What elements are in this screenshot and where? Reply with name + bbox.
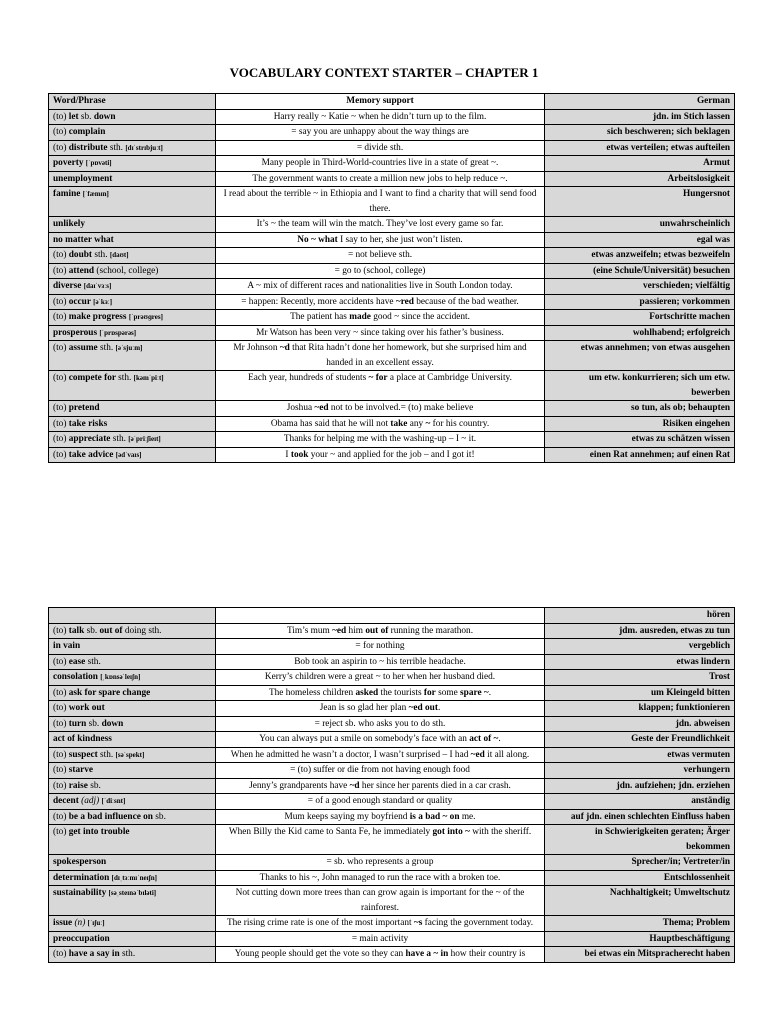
word-cell: (to) starve <box>49 763 216 779</box>
word-cell: (to) have a say in sth. <box>49 947 216 963</box>
vocabulary-table-bottom <box>48 607 735 963</box>
word-cell: preoccupation <box>49 931 216 947</box>
german-cell: anständig <box>545 794 735 810</box>
memory-cell: Obama has said that he will not take any ~ for his country. <box>216 416 545 432</box>
memory-cell: The patient has made good ~ since the accident. <box>216 310 545 326</box>
table-row <box>49 325 735 341</box>
german-cell: um Kleingeld bitten <box>545 685 735 701</box>
memory-cell: The government wants to create a million new jobs to help reduce ~. <box>216 171 545 187</box>
german-cell: hören <box>545 608 735 624</box>
word-cell: spokesperson <box>49 855 216 871</box>
german-cell: verhungern <box>545 763 735 779</box>
german-cell: Entschlossenheit <box>545 870 735 886</box>
memory-cell: When he admitted he wasn’t a doctor, I wasn’t surprised – I had ~ed it all along. <box>216 747 545 763</box>
memory-cell: = of a good enough standard or quality <box>216 794 545 810</box>
table-row <box>49 701 735 717</box>
memory-cell: Joshua ~ed not to be involved.= (to) make believe <box>216 401 545 417</box>
german-cell: wohlhabend; erfolgreich <box>545 325 735 341</box>
word-cell: poverty [ˈpɒvəti] <box>49 156 216 172</box>
memory-cell: = sb. who represents a group <box>216 855 545 871</box>
vocabulary-table-top <box>48 93 735 463</box>
german-cell: auf jdn. einen schlechten Einfluss haben <box>545 809 735 825</box>
memory-cell: I read about the terrible ~ in Ethiopia and I want to find a charity that will send food there. <box>216 187 545 217</box>
memory-cell: Harry really ~ Katie ~ when he didn’t turn up to the film. <box>216 109 545 125</box>
german-cell: Sprecher/in; Vertreter/in <box>545 855 735 871</box>
word-cell: (to) compete for sth. [kəmˈpiːt] <box>49 371 216 401</box>
german-cell: egal was <box>545 232 735 248</box>
word-cell: unemployment <box>49 171 216 187</box>
table-row <box>49 794 735 810</box>
memory-cell: = go to (school, college) <box>216 263 545 279</box>
table-row <box>49 401 735 417</box>
memory-cell: The homeless children asked the tourists for some spare ~. <box>216 685 545 701</box>
word-cell: in vain <box>49 639 216 655</box>
german-cell: Armut <box>545 156 735 172</box>
german-cell: Nachhaltigkeit; Umweltschutz <box>545 886 735 916</box>
table-row <box>49 217 735 233</box>
header-word: Word/Phrase <box>49 94 216 110</box>
german-cell: bei etwas ein Mitspracherecht haben <box>545 947 735 963</box>
german-cell: sich beschweren; sich beklagen <box>545 125 735 141</box>
table-row <box>49 156 735 172</box>
word-cell: (to) ask for spare change <box>49 685 216 701</box>
memory-cell: Mr Watson has been very ~ since taking over his father’s business. <box>216 325 545 341</box>
word-cell: (to) take advice [ədˈvaɪs] <box>49 447 216 463</box>
table-row <box>49 685 735 701</box>
german-cell: um etw. konkurrieren; sich um etw. bewerben <box>545 371 735 401</box>
memory-cell: Young people should get the vote so they can have a ~ in how their country is <box>216 947 545 963</box>
table-row <box>49 931 735 947</box>
table-row <box>49 763 735 779</box>
table-row <box>49 809 735 825</box>
table-row <box>49 279 735 295</box>
memory-cell: Many people in Third-World-countries live in a state of great ~. <box>216 156 545 172</box>
word-cell: (to) doubt sth. [daʊt] <box>49 248 216 264</box>
german-cell: etwas vermuten <box>545 747 735 763</box>
german-cell: etwas zu schätzen wissen <box>545 432 735 448</box>
table-row <box>49 870 735 886</box>
word-cell: (to) raise sb. <box>49 778 216 794</box>
german-cell: Geste der Freundlichkeit <box>545 732 735 748</box>
german-cell: so tun, als ob; behaupten <box>545 401 735 417</box>
german-cell: etwas verteilen; etwas aufteilen <box>545 140 735 156</box>
table-row <box>49 416 735 432</box>
word-cell: (to) assume sth. [əˈsjuːm] <box>49 341 216 371</box>
word-cell: (to) attend (school, college) <box>49 263 216 279</box>
word-cell: (to) turn sb. down <box>49 716 216 732</box>
memory-cell: = main activity <box>216 931 545 947</box>
german-cell: etwas lindern <box>545 654 735 670</box>
table-row <box>49 778 735 794</box>
german-cell: in Schwierigkeiten geraten; Ärger bekommen <box>545 825 735 855</box>
word-cell: sustainability [səˌsteɪnəˈbɪləti] <box>49 886 216 916</box>
table-row <box>49 140 735 156</box>
german-cell: Fortschritte machen <box>545 310 735 326</box>
memory-cell: = happen: Recently, more accidents have ~red because of the bad weather. <box>216 294 545 310</box>
memory-cell: = reject sb. who asks you to do sth. <box>216 716 545 732</box>
memory-cell: It’s ~ the team will win the match. They’ve lost every game so far. <box>216 217 545 233</box>
word-cell: famine [ˈfæmɪn] <box>49 187 216 217</box>
word-cell <box>49 608 216 624</box>
memory-cell: You can always put a smile on somebody’s face with an act of ~. <box>216 732 545 748</box>
word-cell: (to) take risks <box>49 416 216 432</box>
word-cell: (to) let sb. down <box>49 109 216 125</box>
table-row <box>49 310 735 326</box>
german-cell: unwahrscheinlich <box>545 217 735 233</box>
word-cell: (to) pretend <box>49 401 216 417</box>
memory-cell: Tim’s mum ~ed him out of running the marathon. <box>216 623 545 639</box>
memory-cell: = divide sth. <box>216 140 545 156</box>
memory-cell: Bob took an aspirin to ~ his terrible headache. <box>216 654 545 670</box>
memory-cell: = not believe sth. <box>216 248 545 264</box>
memory-cell: = (to) suffer or die from not having enough food <box>216 763 545 779</box>
word-cell: (to) talk sb. out of doing sth. <box>49 623 216 639</box>
word-cell: determination [dɪˌtɜːmɪˈneɪʃn] <box>49 870 216 886</box>
german-cell: jdn. abweisen <box>545 716 735 732</box>
german-cell: etwas annehmen; von etwas ausgehen <box>545 341 735 371</box>
page-title: VOCABULARY CONTEXT STARTER – CHAPTER 1 <box>229 65 539 80</box>
table-row <box>49 109 735 125</box>
table-row <box>49 886 735 916</box>
table-row <box>49 623 735 639</box>
word-cell: (to) ease sth. <box>49 654 216 670</box>
word-cell: issue (n) [ˈɪʃuː] <box>49 916 216 932</box>
word-cell: decent (adj) [ˈdiːsnt] <box>49 794 216 810</box>
table-row <box>49 608 735 624</box>
german-cell: Risiken eingehen <box>545 416 735 432</box>
word-cell: (to) get into trouble <box>49 825 216 855</box>
german-cell: Trost <box>545 670 735 686</box>
table-row <box>49 187 735 217</box>
header-german: German <box>545 94 735 110</box>
word-cell: consolation [ˌkɒnsəˈleɪʃn] <box>49 670 216 686</box>
memory-cell: = say you are unhappy about the way things are <box>216 125 545 141</box>
word-cell: (to) occur [əˈkɜː] <box>49 294 216 310</box>
table-row <box>49 639 735 655</box>
german-cell: Thema; Problem <box>545 916 735 932</box>
table-row <box>49 825 735 855</box>
word-cell: (to) distribute sth. [dɪˈstrɪbjuːt] <box>49 140 216 156</box>
german-cell: jdm. ausreden, etwas zu tun <box>545 623 735 639</box>
word-cell: prosperous [ˈprɒspərəs] <box>49 325 216 341</box>
table-row <box>49 654 735 670</box>
table-row <box>49 947 735 963</box>
table-row <box>49 716 735 732</box>
table-row <box>49 171 735 187</box>
memory-cell: Jenny’s grandparents have ~d her since her parents died in a car crash. <box>216 778 545 794</box>
german-cell: Hauptbeschäftigung <box>545 931 735 947</box>
word-cell: (to) suspect sth. [səˈspekt] <box>49 747 216 763</box>
table-row <box>49 747 735 763</box>
german-cell: passieren; vorkommen <box>545 294 735 310</box>
table-header-row <box>49 94 735 110</box>
memory-cell: A ~ mix of different races and nationalities live in South London today. <box>216 279 545 295</box>
word-cell: act of kindness <box>49 732 216 748</box>
table-row <box>49 670 735 686</box>
german-cell: jdn. aufziehen; jdn. erziehen <box>545 778 735 794</box>
memory-cell: I took your ~ and applied for the job – and I got it! <box>216 447 545 463</box>
table-row <box>49 371 735 401</box>
german-cell: etwas anzweifeln; etwas bezweifeln <box>545 248 735 264</box>
table-row <box>49 447 735 463</box>
memory-cell: Mum keeps saying my boyfriend is a bad ~ on me. <box>216 809 545 825</box>
memory-cell <box>216 608 545 624</box>
german-cell: verschieden; vielfältig <box>545 279 735 295</box>
memory-cell: When Billy the Kid came to Santa Fe, he immediately got into ~ with the sheriff. <box>216 825 545 855</box>
memory-cell: Each year, hundreds of students ~ for a place at Cambridge University. <box>216 371 545 401</box>
word-cell: (to) work out <box>49 701 216 717</box>
memory-cell: Thanks for helping me with the washing-up – I ~ it. <box>216 432 545 448</box>
german-cell: Hungersnot <box>545 187 735 217</box>
memory-cell: Thanks to his ~, John managed to run the race with a broken toe. <box>216 870 545 886</box>
table-row <box>49 125 735 141</box>
german-cell: (eine Schule/Universität) besuchen <box>545 263 735 279</box>
memory-cell: Not cutting down more trees than can grow again is important for the ~ of the rainforest. <box>216 886 545 916</box>
table-row <box>49 248 735 264</box>
memory-cell: Mr Johnson ~d that Rita hadn’t done her homework, but she surprised him and handed in an excellent essay. <box>216 341 545 371</box>
word-cell: (to) appreciate sth. [əˈpriːʃieɪt] <box>49 432 216 448</box>
german-cell: jdn. im Stich lassen <box>545 109 735 125</box>
word-cell: (to) make progress [ˈprəʊɡres] <box>49 310 216 326</box>
table-row <box>49 232 735 248</box>
word-cell: (to) complain <box>49 125 216 141</box>
german-cell: klappen; funktionieren <box>545 701 735 717</box>
table-row <box>49 732 735 748</box>
memory-cell: Kerry’s children were a great ~ to her when her husband died. <box>216 670 545 686</box>
table-row <box>49 916 735 932</box>
german-cell: einen Rat annehmen; auf einen Rat <box>545 447 735 463</box>
word-cell: no matter what <box>49 232 216 248</box>
german-cell: Arbeitslosigkeit <box>545 171 735 187</box>
word-cell: unlikely <box>49 217 216 233</box>
table-row <box>49 432 735 448</box>
german-cell: vergeblich <box>545 639 735 655</box>
table-row <box>49 263 735 279</box>
memory-cell: The rising crime rate is one of the most important ~s facing the government today. <box>216 916 545 932</box>
memory-cell: No ~ what I say to her, she just won’t listen. <box>216 232 545 248</box>
table-row <box>49 341 735 371</box>
header-memory: Memory support <box>216 94 545 110</box>
word-cell: diverse [daɪˈvɜːs] <box>49 279 216 295</box>
word-cell: (to) be a bad influence on sb. <box>49 809 216 825</box>
memory-cell: Jean is so glad her plan ~ed out. <box>216 701 545 717</box>
table-row <box>49 855 735 871</box>
table-row <box>49 294 735 310</box>
memory-cell: = for nothing <box>216 639 545 655</box>
